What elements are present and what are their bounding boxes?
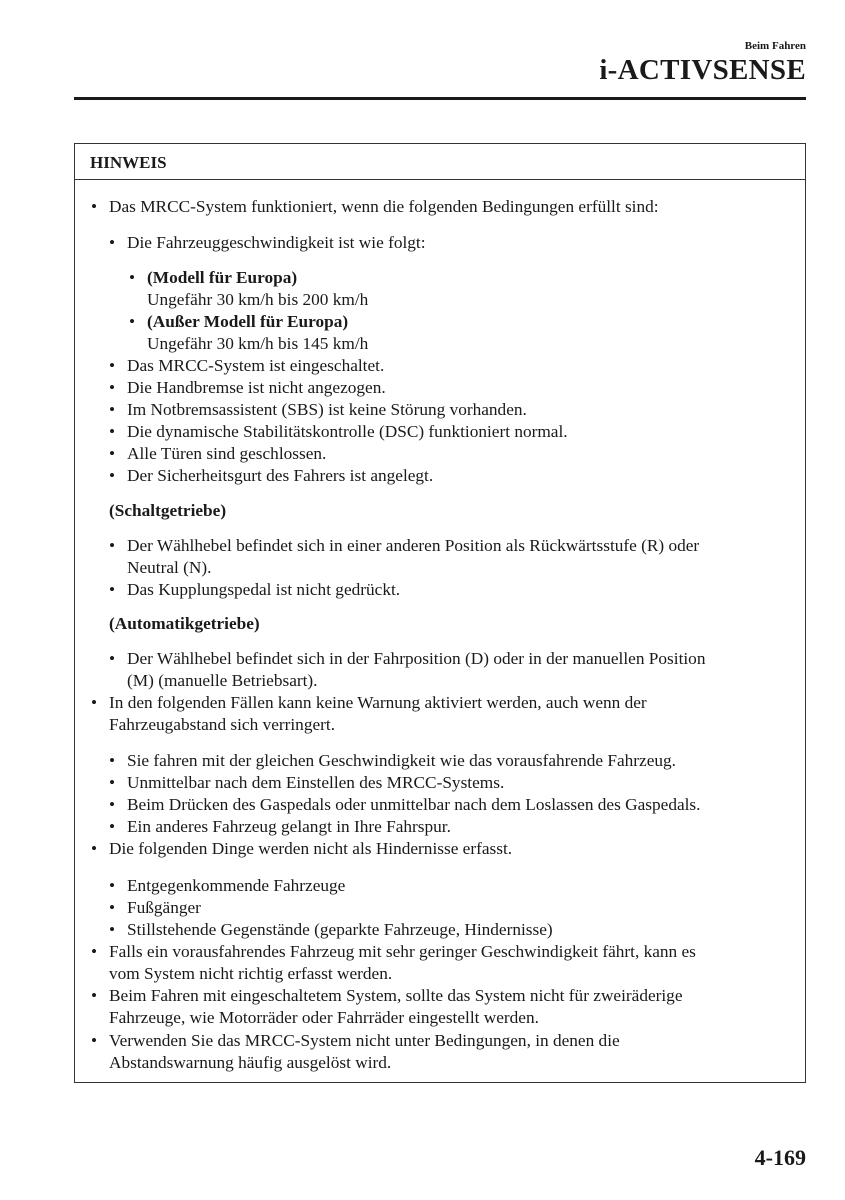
note-line: (M) (manuelle Betriebsart).	[127, 671, 318, 690]
note-line: Beim Fahren mit eingeschaltetem System, sollte das System nicht für zweiräderige	[109, 986, 683, 1005]
bullet-icon: •	[91, 942, 98, 961]
bullet-icon: •	[109, 817, 116, 836]
note-line: Der Wählhebel befindet sich in einer anderen Position als Rückwärtsstufe (R) oder	[127, 536, 700, 555]
note-line: Stillstehende Gegenstände (geparkte Fahrzeuge, Hindernisse)	[127, 920, 553, 939]
note-line: Im Notbremsassistent (SBS) ist keine Störung vorhanden.	[127, 400, 527, 419]
note-line: Ungefähr 30 km/h bis 145 km/h	[147, 334, 369, 353]
note-line: Das MRCC-System funktioniert, wenn die folgenden Bedingungen erfüllt sind:	[109, 197, 659, 216]
bullet-icon: •	[91, 839, 98, 858]
note-line: Die Handbremse ist nicht angezogen.	[127, 378, 386, 397]
bullet-icon: •	[91, 693, 98, 712]
bullet-icon: •	[109, 356, 116, 375]
bullet-icon: •	[109, 466, 116, 485]
note-line: Fahrzeugabstand sich verringert.	[109, 715, 336, 734]
bullet-icon: •	[109, 422, 116, 441]
note-line: Verwenden Sie das MRCC-System nicht unter Bedingungen, in denen die	[109, 1031, 620, 1050]
note-line: Fahrzeuge, wie Motorräder oder Fahrräder eingestellt werden.	[109, 1008, 539, 1027]
note-line: Ein anderes Fahrzeug gelangt in Ihre Fahrspur.	[127, 817, 451, 836]
header-section: Beim Fahren	[744, 40, 806, 52]
bullet-icon: •	[109, 444, 116, 463]
note-heading: HINWEIS	[75, 144, 805, 180]
bullet-icon: •	[109, 233, 116, 252]
note-line: Der Sicherheitsgurt des Fahrers ist angelegt.	[127, 466, 434, 485]
page-number: 4-169	[754, 1145, 806, 1170]
note-line: Die dynamische Stabilitätskontrolle (DSC) funktioniert normal.	[127, 422, 568, 441]
note-line: Der Wählhebel befindet sich in der Fahrposition (D) oder in der manuellen Position	[127, 649, 706, 668]
header-rule	[74, 97, 806, 100]
bullet-icon: •	[109, 898, 116, 917]
bullet-icon: •	[91, 197, 98, 216]
subheading: (Automatikgetriebe)	[109, 614, 260, 633]
note-line: Beim Drücken des Gaspedals oder unmittelbar nach dem Loslassen des Gaspedals.	[127, 795, 701, 814]
note-line: (Modell für Europa)	[147, 268, 298, 287]
subheading: (Schaltgetriebe)	[109, 501, 227, 520]
note-line: Das MRCC-System ist eingeschaltet.	[127, 356, 385, 375]
note-line: Fußgänger	[127, 898, 201, 917]
note-box	[74, 143, 806, 1083]
note-line: Entgegenkommende Fahrzeuge	[127, 876, 346, 895]
bullet-icon: •	[109, 649, 116, 668]
bullet-icon: •	[91, 986, 98, 1005]
note-line: (Außer Modell für Europa)	[147, 312, 349, 331]
note-line: Die folgenden Dinge werden nicht als Hindernisse erfasst.	[109, 839, 513, 858]
note-line: Ungefähr 30 km/h bis 200 km/h	[147, 290, 369, 309]
bullet-icon: •	[109, 580, 116, 599]
note-line: Sie fahren mit der gleichen Geschwindigkeit wie das vorausfahrende Fahrzeug.	[127, 751, 676, 770]
note-line: Falls ein vorausfahrendes Fahrzeug mit sehr geringer Geschwindigkeit fährt, kann es	[109, 942, 696, 961]
bullet-icon: •	[109, 751, 116, 770]
bullet-icon: •	[129, 268, 136, 287]
note-line: Abstandswarnung häufig ausgelöst wird.	[109, 1053, 392, 1072]
note-line: vom System nicht richtig erfasst werden.	[109, 964, 393, 983]
page-title: i-ACTIVSENSE	[599, 54, 806, 86]
note-line: Neutral (N).	[127, 558, 212, 577]
bullet-icon: •	[109, 378, 116, 397]
bullet-icon: •	[109, 400, 116, 419]
note-line: Die Fahrzeuggeschwindigkeit ist wie folgt:	[127, 233, 426, 252]
note-line: Das Kupplungspedal ist nicht gedrückt.	[127, 580, 401, 599]
bullet-icon: •	[109, 536, 116, 555]
note-line: Alle Türen sind geschlossen.	[127, 444, 327, 463]
bullet-icon: •	[109, 876, 116, 895]
bullet-icon: •	[109, 773, 116, 792]
note-line: In den folgenden Fällen kann keine Warnung aktiviert werden, auch wenn der	[109, 693, 647, 712]
note-line: Unmittelbar nach dem Einstellen des MRCC-Systems.	[127, 773, 505, 792]
bullet-icon: •	[91, 1031, 98, 1050]
bullet-icon: •	[109, 795, 116, 814]
bullet-icon: •	[109, 920, 116, 939]
bullet-icon: •	[129, 312, 136, 331]
